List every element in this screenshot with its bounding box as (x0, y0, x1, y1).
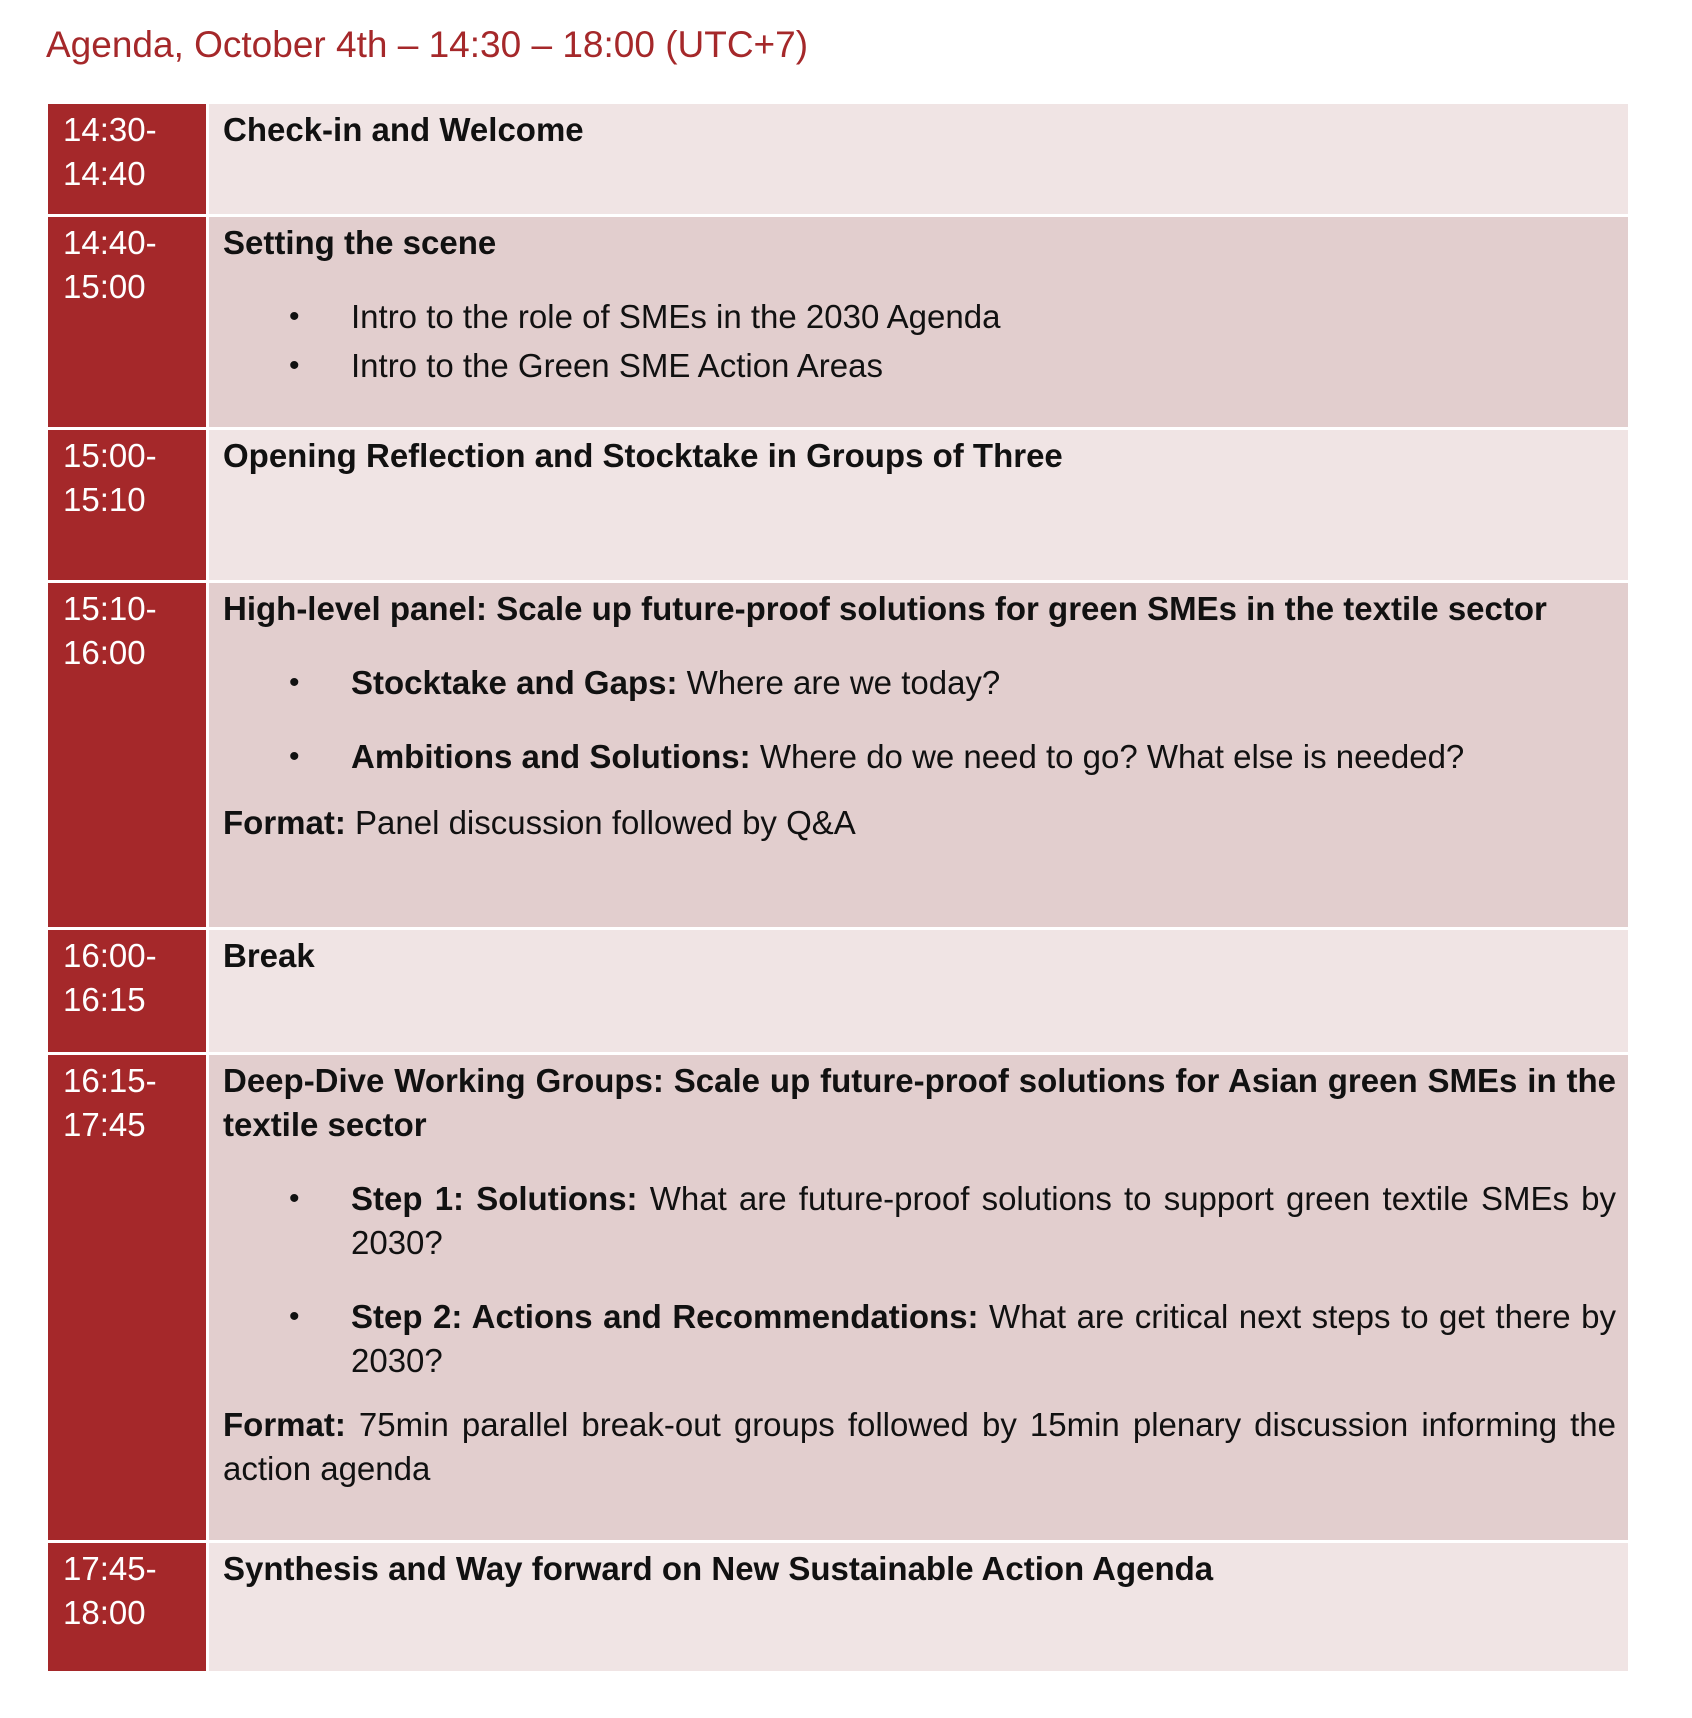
agenda-row (48, 1055, 1628, 1543)
bullet-icon: • (289, 349, 300, 382)
list-item (223, 661, 1616, 705)
time-end: 17:45 (63, 1106, 146, 1143)
time-end: 18:00 (63, 1594, 146, 1631)
time-cell (48, 1055, 209, 1540)
bullet-text: Where are we today? (677, 664, 1001, 701)
session-heading: Break (223, 937, 315, 974)
bullet-text: Intro to the Green SME Action Areas (351, 347, 883, 384)
session-heading: Synthesis and Way forward on New Sustainable Action Agenda (223, 1550, 1214, 1587)
bullet-label: Step 2: Actions and Recommendations: (351, 1298, 979, 1335)
bullet-label: Ambitions and Solutions: (351, 738, 751, 775)
bullet-icon: • (289, 740, 300, 773)
bullet-icon: • (289, 666, 300, 699)
time-end: 15:10 (63, 481, 146, 518)
format-label: Format: (223, 1406, 346, 1443)
bullet-text: Intro to the role of SMEs in the 2030 Agenda (351, 298, 1001, 335)
list-item (223, 1295, 1616, 1383)
bullet-icon: • (289, 1300, 300, 1333)
agenda-row (48, 1543, 1628, 1671)
list-item (223, 344, 1616, 388)
session-cell (209, 217, 1628, 427)
time-start: 16:00- (63, 937, 157, 974)
bullet-text: What are critical next steps to get there by 2030? (351, 1298, 1617, 1379)
bullet-label: Step 1: Solutions: (351, 1180, 638, 1217)
bullet-icon: • (289, 300, 300, 333)
list-item (223, 295, 1616, 339)
session-heading: Check-in and Welcome (223, 111, 584, 148)
agenda-row (48, 104, 1628, 217)
list-item (223, 735, 1616, 779)
format-label: Format: (223, 804, 346, 841)
session-heading: Deep-Dive Working Groups: Scale up future-proof solutions for Asian green SMEs in the textile sector (223, 1062, 1616, 1143)
agenda-row (48, 930, 1628, 1055)
time-end: 16:15 (63, 981, 146, 1018)
bullet-text: Where do we need to go? What else is needed? (750, 738, 1465, 775)
session-heading: Opening Reflection and Stocktake in Groups of Three (223, 437, 1063, 474)
agenda-row (48, 430, 1628, 583)
session-cell (209, 1055, 1628, 1540)
bullet-icon: • (289, 1182, 300, 1215)
agenda-row (48, 583, 1628, 930)
session-cell (209, 430, 1628, 580)
time-start: 16:15- (63, 1062, 157, 1099)
time-start: 17:45- (63, 1550, 157, 1587)
session-cell (209, 104, 1628, 214)
format-note (223, 1403, 1616, 1491)
bullet-label: Stocktake and Gaps: (351, 664, 678, 701)
bullet-list (223, 661, 1616, 779)
format-text: 75min parallel break-out groups followed by 15min plenary discussion informing the action agenda (223, 1406, 1616, 1487)
session-cell (209, 1543, 1628, 1671)
agenda-table (48, 104, 1628, 1671)
time-cell (48, 1543, 209, 1671)
session-heading: High-level panel: Scale up future-proof solutions for green SMEs in the textile sector (223, 590, 1547, 627)
time-cell (48, 930, 209, 1052)
time-end: 15:00 (63, 268, 146, 305)
list-item (223, 1177, 1616, 1265)
time-end: 14:40 (63, 155, 146, 192)
time-end: 16:00 (63, 634, 146, 671)
bullet-text: What are future-proof solutions to support green textile SMEs by 2030? (351, 1180, 1616, 1261)
session-cell (209, 583, 1628, 927)
time-cell (48, 104, 209, 214)
time-cell (48, 583, 209, 927)
time-start: 14:30- (63, 111, 157, 148)
agenda-row (48, 217, 1628, 430)
time-start: 15:10- (63, 590, 157, 627)
format-text: Panel discussion followed by Q&A (345, 804, 856, 841)
bullet-list (223, 295, 1616, 388)
bullet-list (223, 1177, 1616, 1383)
agenda-title: Agenda, October 4th – 14:30 – 18:00 (UTC+7) (46, 24, 809, 65)
time-start: 15:00- (63, 437, 157, 474)
time-start: 14:40- (63, 224, 157, 261)
format-note (223, 801, 1616, 845)
session-cell (209, 930, 1628, 1052)
session-heading: Setting the scene (223, 224, 497, 261)
time-cell (48, 217, 209, 427)
time-cell (48, 430, 209, 580)
